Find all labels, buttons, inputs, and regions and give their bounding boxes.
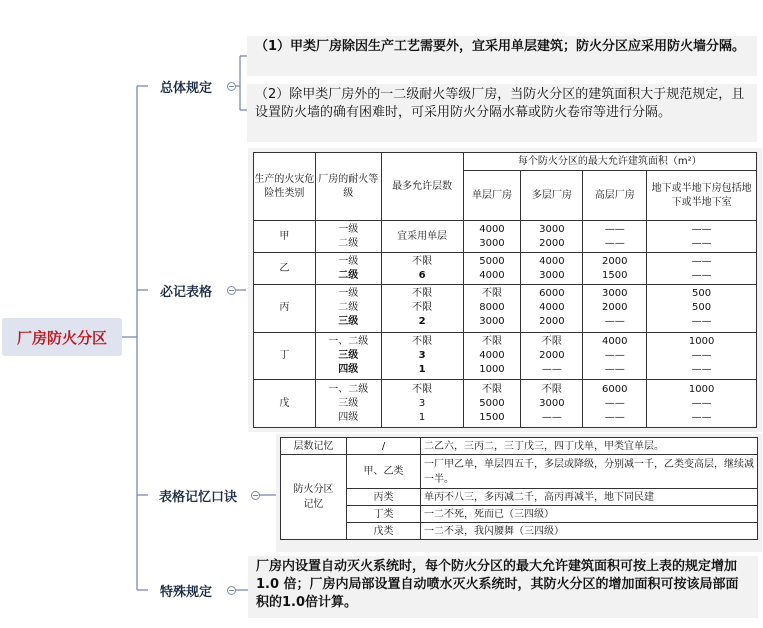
fire-zone-table-box	[248, 148, 762, 432]
header-hazard: 生产的火灾危险性类别	[254, 153, 316, 221]
branch-table	[148, 280, 224, 300]
collapse-general-icon[interactable]	[227, 82, 236, 91]
branch-table-label: 必记表格	[159, 284, 212, 300]
collapse-table-icon[interactable]	[227, 286, 236, 295]
special-text: 厂房内设置自动灭火系统时，每个防火分区的最大允许建筑面积可按上表的规定增加1.0 倍；厂房内局部设置自动喷水灭火系统时，其防火分区的增加面积可按该局部面积的1.0倍计算。	[248, 556, 758, 618]
table-row: 层数记忆 / 二乙六，三丙二，三丁戊三，四丁戊单，甲类宜单层。	[281, 438, 758, 455]
header-underground: 地下或半地下房包括地下或半地下室	[647, 171, 757, 221]
header-high: 高层厂房	[583, 171, 647, 221]
header-floors: 最多允许层数	[381, 153, 463, 221]
root-node	[2, 318, 122, 356]
collapse-mnemonic-icon[interactable]	[251, 491, 260, 500]
table-row: 丁 一、二级 三级 四级 不限 3 1 不限 4000 1000 不限 2000 —— 4000 —— —— 1000 —— ——	[254, 332, 757, 380]
table-row: 戊 一、二级 三级 四级 不限 3 1 不限 5000 1500 不限 3000 —— 6000 —— —— 1000 —— ——	[254, 380, 757, 428]
header-grade: 厂房的耐火等级	[315, 153, 381, 221]
table-row: 丙类 单丙不八三，多丙减二千，高丙再减半，地下同民建	[281, 489, 758, 506]
mnemonic-table-box	[276, 434, 762, 552]
mnemonic-table	[280, 437, 758, 540]
table-row: 丁类 一二不死，死而已（三四级）	[281, 506, 758, 523]
header-multi: 多层厂房	[521, 171, 583, 221]
general-item-2: （2）除甲类厂房外的一二级耐火等级厂房，当防火分区的建筑面积大于规范规定，且设置防火墙的确有困难时，可采用防火分隔水幕或防火卷帘等进行分隔。	[247, 84, 757, 142]
branch-mnemonic	[148, 485, 248, 505]
branch-general	[148, 76, 224, 96]
table-row: 防火分区记忆 甲、乙类 一厂甲乙单，单层四五千，多层或降级，分别减一千，乙类变高层，继续减一半。	[281, 455, 758, 489]
fire-zone-table	[253, 152, 757, 428]
branch-special-label: 特殊规定	[159, 584, 212, 600]
general-item-1: （1）甲类厂房除因生产工艺需要外，宜采用单层建筑；防火分区应采用防火墙分隔。	[247, 36, 757, 76]
root-label: 厂房防火分区	[16, 328, 107, 347]
table-row: 丙 一级 二级 三级 不限 不限 2 不限 8000 3000 6000 4000 2000 3000 2000 —— 500 500 ——	[254, 285, 757, 333]
collapse-special-icon[interactable]	[227, 586, 236, 595]
table-row: 乙 一级 二级 不限 6 5000 4000 4000 3000 2000 1500 —— ——	[254, 253, 757, 285]
branch-general-label: 总体规定	[159, 80, 212, 96]
header-single: 单层厂房	[463, 171, 521, 221]
table-row: 戊类 一二不录，我闪腰舞（三四级）	[281, 523, 758, 540]
branch-mnemonic-label: 表格记忆口诀	[158, 489, 237, 505]
table-row: 甲 一级 二级 宜采用单层 4000 3000 3000 2000 —— —— —— ——	[254, 221, 757, 253]
branch-special	[148, 580, 224, 600]
header-area-group: 每个防火分区的最大允许建筑面积（m²）	[463, 153, 757, 171]
